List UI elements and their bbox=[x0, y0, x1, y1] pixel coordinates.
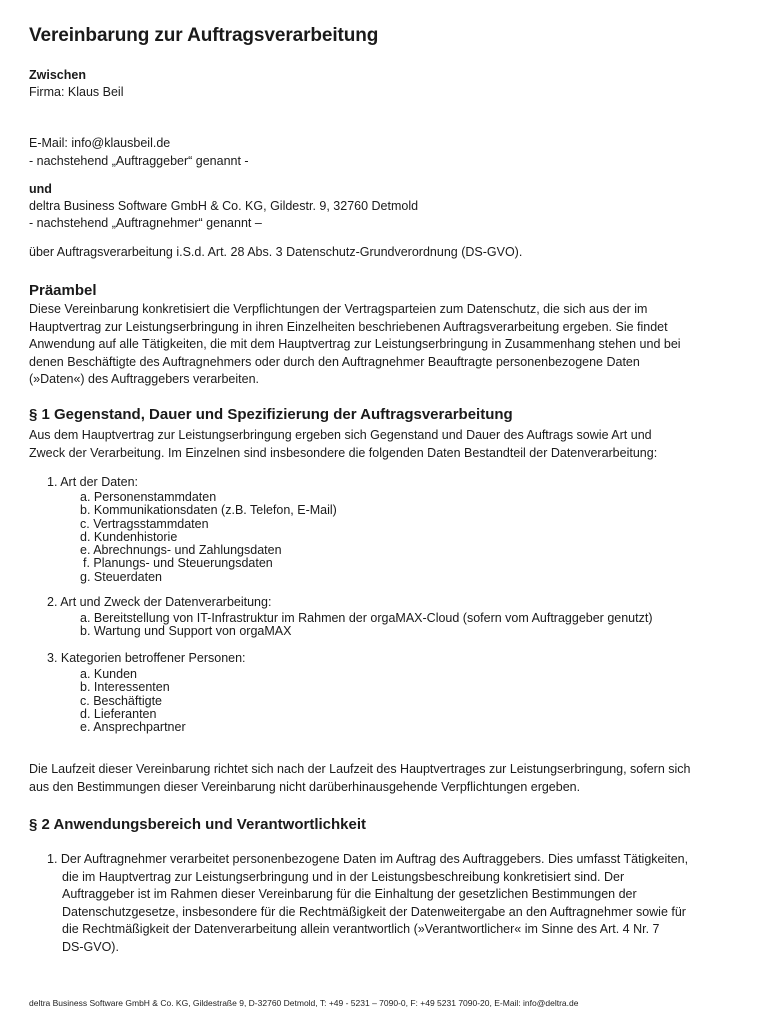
sublist-affected-persons bbox=[80, 668, 186, 734]
document-title: Vereinbarung zur Auftragsverarbeitung bbox=[29, 25, 379, 46]
sublist-item: a. Bereitstellung von IT-Infrastruktur im Rahmen der orgaMAX-Cloud (sofern vom Auftraggeber genutzt) bbox=[80, 611, 653, 625]
sublist-item: c. Beschäftigte bbox=[80, 693, 162, 708]
page-footer: deltra Business Software GmbH & Co. KG, Gildestraße 9, D-32760 Detmold, T: +49 - 5231 – 7090-0, F: +49 5231 7090-20, E-Mail: info@deltra.de bbox=[29, 998, 579, 1008]
between-label: Zwischen bbox=[29, 68, 86, 82]
sublist-item: g. Steuerdaten bbox=[80, 569, 163, 584]
sublist-item: e. Ansprechpartner bbox=[80, 720, 186, 735]
sublist-item: b. Wartung und Support von orgaMAX bbox=[80, 624, 292, 639]
list-item-processing-purpose: 2. Art und Zweck der Datenverarbeitung: bbox=[47, 595, 272, 609]
duration-line: aus den Bestimmungen dieser Vereinbarung nicht darüberhinausgehende Verpflichtungen ergeben. bbox=[29, 779, 581, 794]
section1-intro-line: Aus dem Hauptvertrag zur Leistungserbringung ergeben sich Gegenstand und Dauer des Auftrags sowie Art und bbox=[29, 428, 652, 442]
legal-basis: über Auftragsverarbeitung i.S.d. Art. 28 Abs. 3 Datenschutz-Grundverordnung (DS-GVO). bbox=[29, 245, 523, 259]
preamble-text bbox=[29, 301, 734, 389]
client-company: Firma: Klaus Beil bbox=[29, 85, 124, 99]
section1-heading: § 1 Gegenstand, Dauer und Spezifizierung der Auftragsverarbeitung bbox=[29, 406, 513, 423]
preamble-line: Diese Vereinbarung konkretisiert die Verpflichtungen der Vertragsparteien zum Datenschutz, die sich aus der im bbox=[29, 302, 648, 316]
sublist-item: e. Abrechnungs- und Zahlungsdaten bbox=[80, 543, 282, 558]
client-role: - nachstehend „Auftraggeber“ genannt - bbox=[29, 154, 249, 168]
client-email: E-Mail: info@klausbeil.de bbox=[29, 136, 171, 150]
sublist-item: d. Kundenhistorie bbox=[80, 529, 178, 544]
section2-item-line: die Rechtmäßigkeit der Datenverarbeitung allein verantwortlich (»Verantwortlicher« im Sinne des Art. 4 Nr. 7 bbox=[62, 922, 660, 937]
section2-heading: § 2 Anwendungsbereich und Verantwortlichkeit bbox=[29, 816, 367, 833]
section2-item-line: Datenschutzgesetze, insbesondere für die Rechtmäßigkeit der Datenweitergabe an den Auftragnehmer sowie für bbox=[62, 904, 686, 919]
preamble-heading: Präambel bbox=[29, 282, 97, 299]
preamble-line: denen Beschäftigte des Auftragnehmers oder durch den Auftragnehmer Beauftragte personenbezogene Daten bbox=[29, 354, 640, 369]
section2-item-line: Auftraggeber ist im Rahmen dieser Vereinbarung für die Einhaltung der gesetzlichen Bestimmungen der bbox=[62, 887, 637, 902]
contractor-address: deltra Business Software GmbH & Co. KG, Gildestr. 9, 32760 Detmold bbox=[29, 199, 419, 213]
section2-item-line: die im Hauptvertrag zur Leistungserbringung und in der Leistungsbeschreibung konkretisiert sind. Der bbox=[62, 869, 625, 884]
sublist-item: b. Interessenten bbox=[80, 680, 170, 695]
duration-line: Die Laufzeit dieser Vereinbarung richtet sich nach der Laufzeit des Hauptvertrages zur Leistungserbringung, sofern sich bbox=[29, 762, 691, 776]
sublist-item: b. Kommunikationsdaten (z.B. Telefon, E-Mail) bbox=[80, 503, 337, 518]
preamble-line: Hauptvertrag zur Leistungserbringung in ihren Einzelheiten beschriebenen Auftragsverarbeitung ergeben. Sie findet bbox=[29, 319, 668, 334]
sublist-item: d. Lieferanten bbox=[80, 706, 157, 721]
sublist-processing-purpose bbox=[80, 612, 653, 639]
sublist-item: a. Personenstammdaten bbox=[80, 490, 217, 504]
sublist-item: c. Vertragsstammdaten bbox=[80, 516, 209, 531]
sublist-item: a. Kunden bbox=[80, 667, 137, 681]
list-item-data-types: 1. Art der Daten: bbox=[47, 475, 139, 489]
section2-item-1 bbox=[47, 851, 737, 957]
duration-text bbox=[29, 761, 734, 796]
section1-intro-line: Zweck der Verarbeitung. Im Einzelnen sind insbesondere die folgenden Daten Bestandteil der Datenverarbeitung: bbox=[29, 445, 658, 460]
preamble-line: Anwendung auf alle Tätigkeiten, die mit dem Hauptvertrag zur Leistungserbringung in Zusammenhang stehen und bei bbox=[29, 337, 681, 352]
and-label: und bbox=[29, 182, 52, 196]
contractor-role: - nachstehend „Auftragnehmer“ genannt – bbox=[29, 216, 262, 230]
preamble-line: (»Daten«) des Auftraggebers verarbeiten. bbox=[29, 372, 259, 387]
list-item-affected-persons: 3. Kategorien betroffener Personen: bbox=[47, 651, 246, 665]
sublist-data-types bbox=[80, 491, 337, 584]
section2-item-line: 1. Der Auftragnehmer verarbeitet personenbezogene Daten im Auftrag des Auftraggebers. Dies umfasst Tätigkeiten, bbox=[47, 852, 689, 866]
section1-intro bbox=[29, 427, 734, 462]
sublist-item: f. Planungs- und Steuerungsdaten bbox=[83, 556, 273, 571]
section2-item-line: DS-GVO). bbox=[62, 939, 119, 954]
